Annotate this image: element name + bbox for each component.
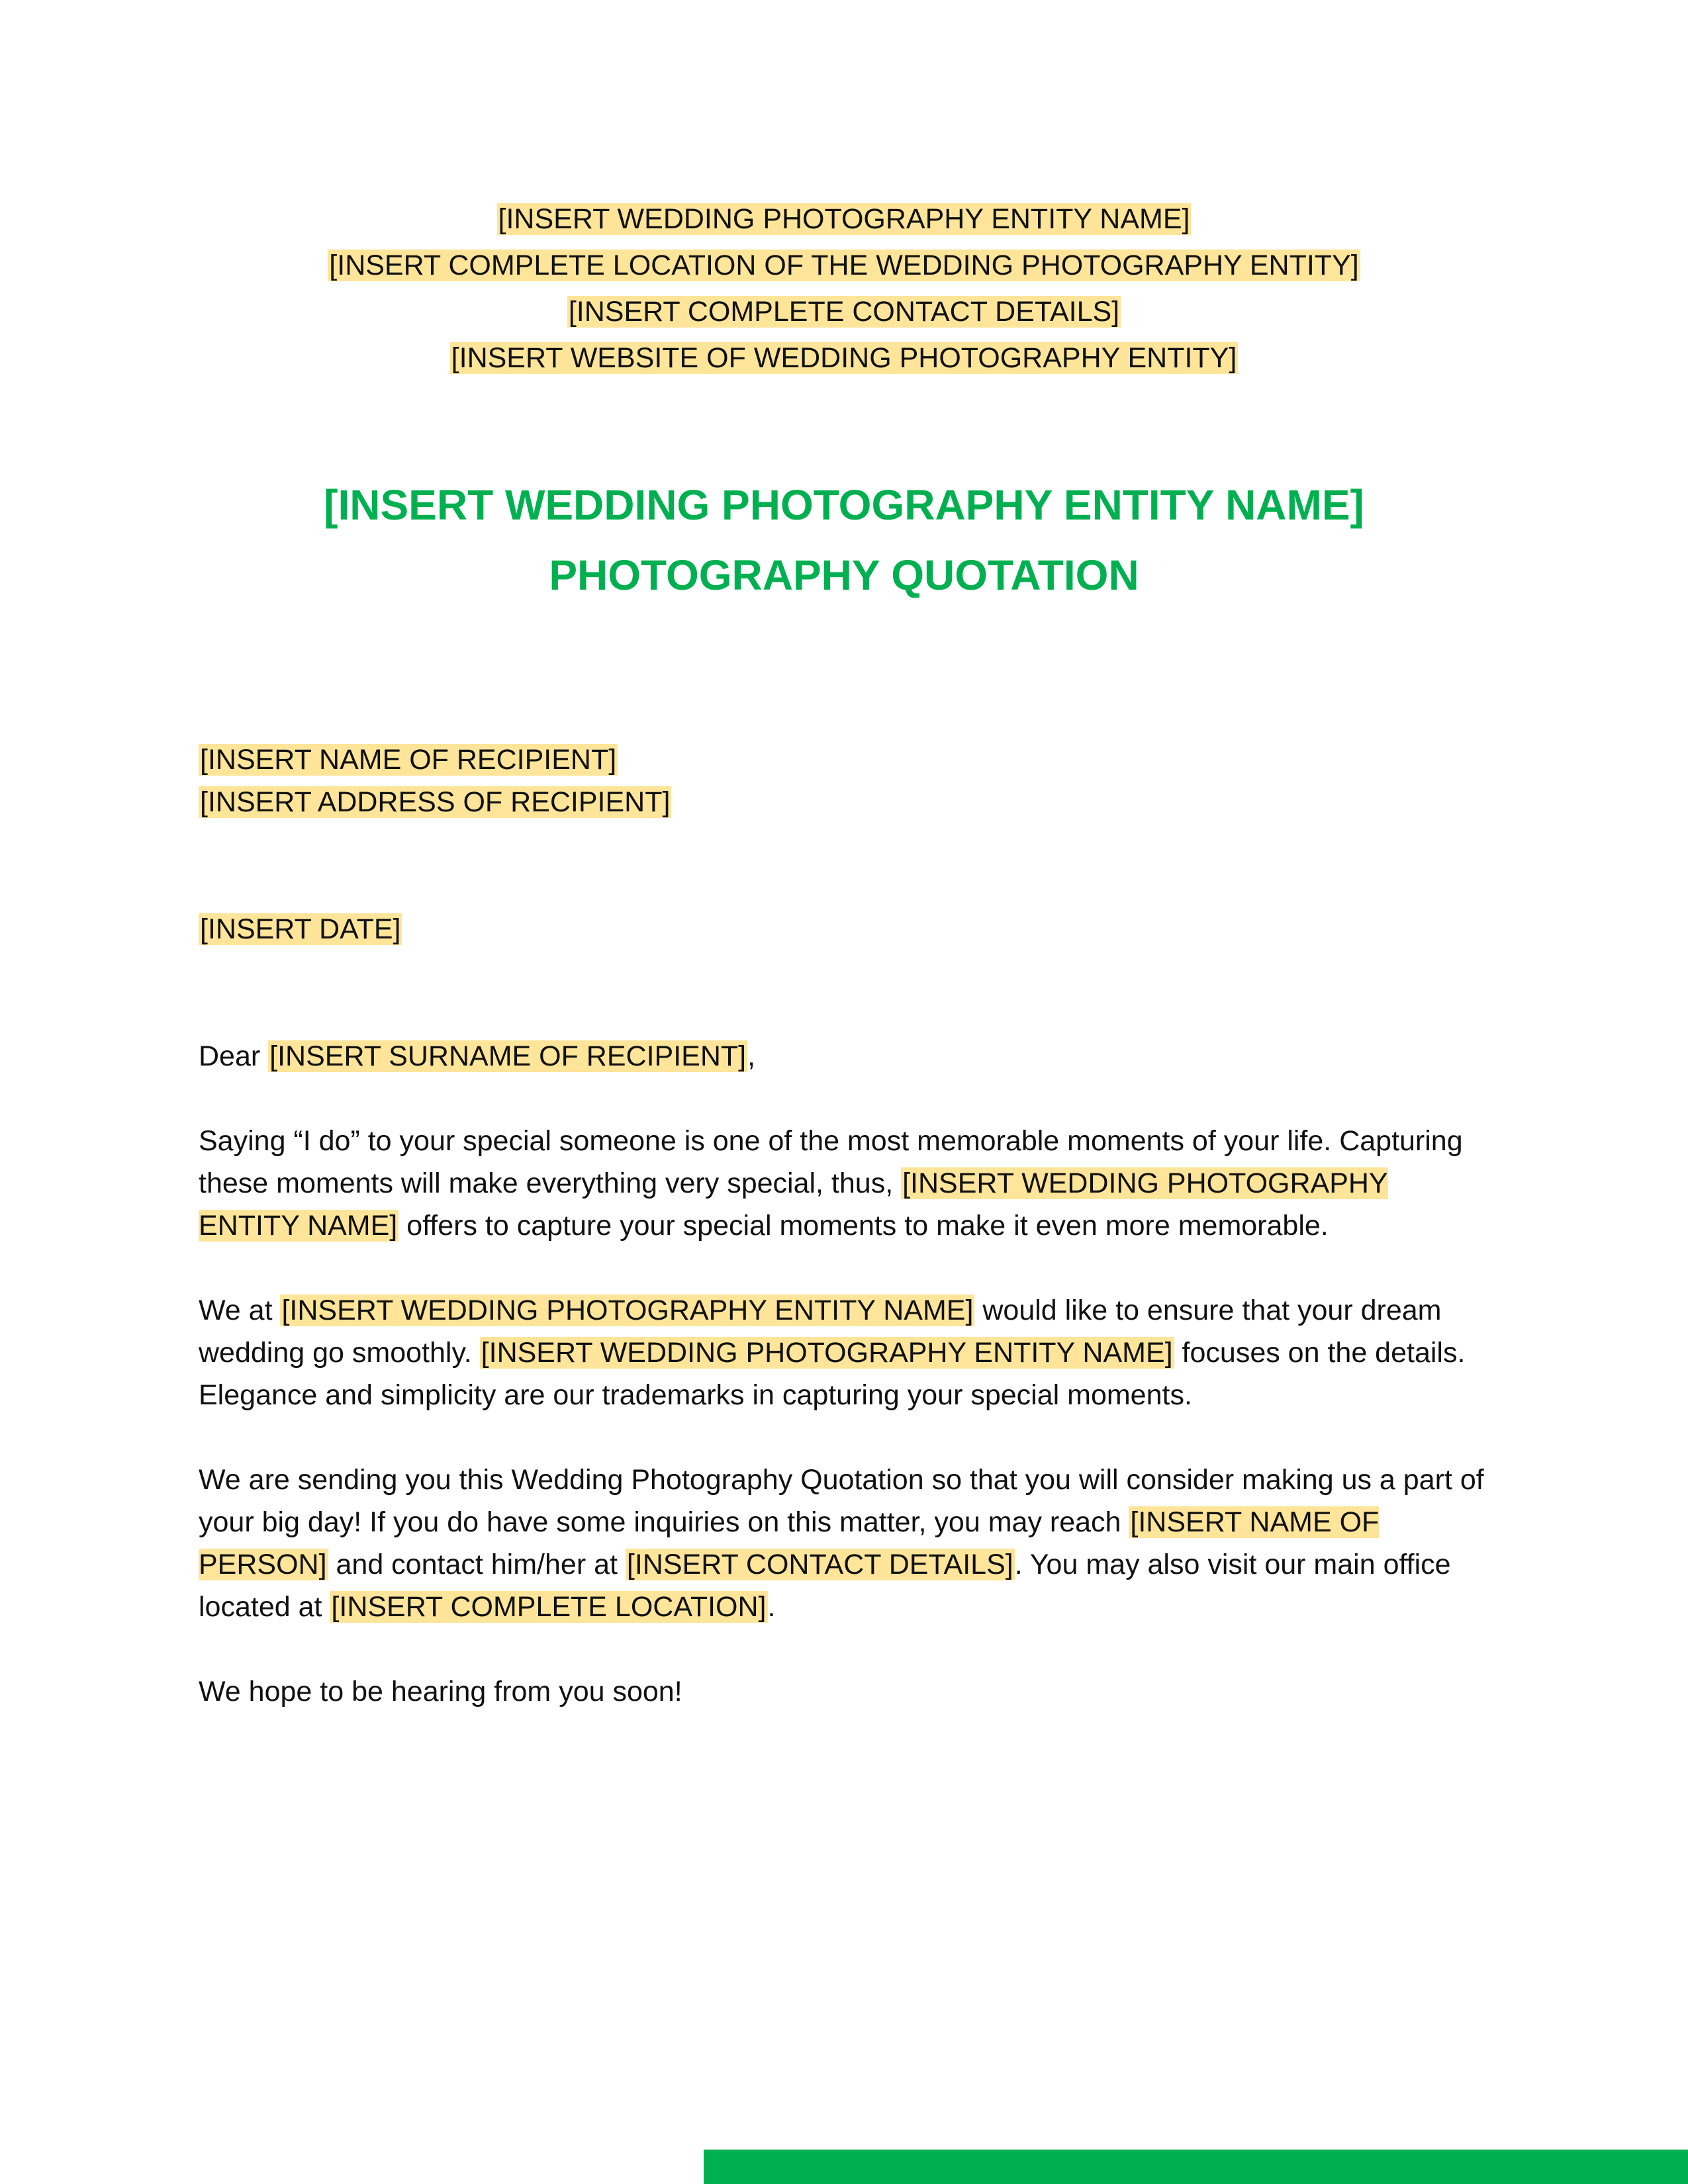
p2-text-1: We at [199,1295,281,1326]
p3-text-3: . You may also visit our main office located at [199,1549,1451,1623]
p3-placeholder-location: [INSERT COMPLETE LOCATION] [331,1591,767,1623]
paragraph-commitment [199,1289,1496,1416]
p1-text-1: Saying “I do” to your special someone is one of the most memorable moments of your life. Capturing these moments will make everything very special, thus, [199,1125,1463,1199]
p2-placeholder-entity-2: [INSERT WEDDING PHOTOGRAPHY ENTITY NAME] [481,1337,1173,1369]
title-line-1: [INSERT WEDDING PHOTOGRAPHY ENTITY NAME] [324,481,1364,529]
letter-date: [INSERT DATE] [200,913,401,945]
document-title [0,470,1688,610]
title-line-2: PHOTOGRAPHY QUOTATION [549,551,1139,599]
paragraph-contact [199,1459,1496,1628]
recipient-name: [INSERT NAME OF RECIPIENT] [200,744,617,776]
greeting-surname: [INSERT SURNAME OF RECIPIENT] [269,1040,747,1072]
letterhead-contact-line [0,289,1688,335]
p3-placeholder-contact: [INSERT CONTACT DETAILS] [626,1549,1013,1580]
letterhead-location: [INSERT COMPLETE LOCATION OF THE WEDDING PHOTOGRAPHY ENTITY] [329,250,1359,281]
paragraph-intro [199,1120,1496,1247]
closing-line: We hope to be hearing from you soon! [199,1676,682,1707]
letterhead-location-line [0,242,1688,289]
p3-placeholder-person: [INSERT NAME OF PERSON] [199,1506,1380,1580]
p3-text-4: . [767,1591,776,1623]
letterhead-website-line [0,335,1688,381]
p3-text-1: We are sending you this Wedding Photography Quotation so that you will consider making us a part of your big day! If you do have some inquiries on this matter, you may reach [199,1464,1484,1538]
p2-text-2: would like to ensure that your dream wedding go smoothly. [199,1295,1442,1369]
letterhead-entity-line [0,196,1688,242]
p3-text-2: and contact him/her at [328,1549,626,1580]
p2-placeholder-entity-1: [INSERT WEDDING PHOTOGRAPHY ENTITY NAME] [281,1295,974,1326]
p2-text-3: focuses on the details. Elegance and simplicity are our trademarks in capturing your special moments. [199,1337,1466,1411]
date-block [199,908,1496,950]
letterhead-contact: [INSERT COMPLETE CONTACT DETAILS] [568,296,1120,328]
letterhead-website: [INSERT WEBSITE OF WEDDING PHOTOGRAPHY ENTITY] [451,342,1237,374]
greeting [199,1035,1496,1077]
recipient-address: [INSERT ADDRESS OF RECIPIENT] [200,786,671,818]
footer-accent-bar [704,2150,1688,2184]
letterhead [0,196,1688,381]
recipient-block [199,739,1496,823]
p1-text-2: offers to capture your special moments to make it even more memorable. [399,1210,1329,1242]
letterhead-entity-name: [INSERT WEDDING PHOTOGRAPHY ENTITY NAME] [498,203,1190,235]
p1-placeholder-entity: [INSERT WEDDING PHOTOGRAPHY ENTITY NAME] [199,1167,1388,1242]
letter-body [199,739,1496,1713]
greeting-prefix: Dear [199,1040,269,1072]
greeting-suffix: , [747,1040,756,1072]
